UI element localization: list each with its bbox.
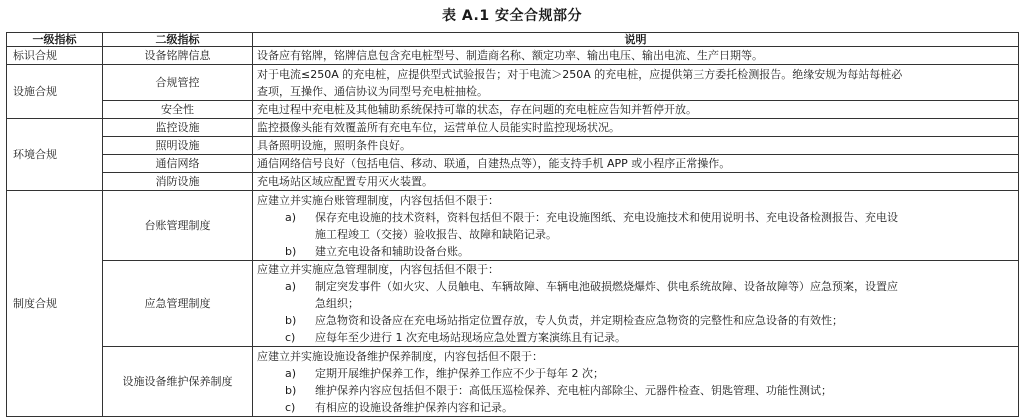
level1-cell: 设施合规 <box>7 65 103 119</box>
list-marker: a) <box>285 366 297 380</box>
list-marker: a) <box>285 210 297 224</box>
table-row <box>7 191 1019 261</box>
list-item <box>257 329 1014 346</box>
list-item-text: 应每年至少进行 1 次充电场站现场应急处置方案演练且有记录。 <box>315 331 626 344</box>
level1-cell: 标识合规 <box>7 47 103 65</box>
table-row <box>7 347 1019 417</box>
description-line: 对于电流≤250A 的充电桩，应提供型式试验报告；对于电流＞250A 的充电桩，应提供第三方委托检测报告。绝缘安规为每站每桩必 <box>257 67 903 81</box>
description-cell <box>253 65 1019 101</box>
list-item-text: 有相应的设施设备维护保养内容和记录。 <box>315 400 513 414</box>
table-row <box>7 47 1019 65</box>
description-cell <box>253 347 1019 417</box>
level2-cell: 安全性 <box>103 101 253 119</box>
list-item <box>257 312 1014 329</box>
list-item <box>257 365 1014 382</box>
list-item-text: 定期开展维护保养工作，维护保养工作应不少于每年 2 次； <box>315 366 604 380</box>
list-marker: b) <box>285 383 297 397</box>
level1-cell: 环境合规 <box>7 119 103 191</box>
description-cell: 充电场站区域应配置专用灭火装置。 <box>253 173 1019 191</box>
description-line: 查项，互操作、通信协议为同型号充电桩抽检。 <box>257 84 488 98</box>
level2-cell: 消防设施 <box>103 173 253 191</box>
level1-cell: 制度合规 <box>7 191 103 417</box>
header-row <box>7 33 1019 47</box>
compliance-table <box>6 32 1019 417</box>
table-row <box>7 101 1019 119</box>
level2-cell: 合规管控 <box>103 65 253 101</box>
level2-cell: 通信网络 <box>103 155 253 173</box>
level2-cell: 设施设备维护保养制度 <box>103 347 253 417</box>
list-item <box>257 243 1014 260</box>
list-item-text: 建立充电设备和辅助设备台账。 <box>315 244 469 258</box>
list-item-text: 制定突发事件（如火灾、人员触电、车辆故障、车辆电池破损燃烧爆炸、供电系统故障、设备故障等）应急预案，设置应 <box>315 280 898 293</box>
list-item-text: 应急物资和设备应在充电场站指定位置存放，专人负责，并定期检查应急物资的完整性和应急设备的有效性； <box>315 314 843 327</box>
description-cell: 具备照明设施，照明条件良好。 <box>253 137 1019 155</box>
list-item <box>257 209 1014 226</box>
table-row <box>7 173 1019 191</box>
description-intro: 应建立并实施设施设备维护保养制度，内容包括但不限于： <box>257 349 543 363</box>
list-item-text: 保存充电设施的技术资料，资料包括但不限于：充电设施图纸、充电设施技术和使用说明书、充电设备检测报告、充电设 <box>315 210 898 224</box>
description-intro: 应建立并实施应急管理制度，内容包括但不限于： <box>257 263 499 276</box>
header-level1: 一级指标 <box>7 33 103 47</box>
list-item-continuation: 施工程竣工（交接）验收报告、故障和缺陷记录。 <box>315 227 557 241</box>
description-cell <box>253 261 1019 347</box>
description-cell: 设备应有铭牌，铭牌信息包含充电桩型号、制造商名称、额定功率、输出电压、输出电流、生产日期等。 <box>253 47 1019 65</box>
list-marker: a) <box>285 280 297 293</box>
list-marker: c) <box>285 331 296 344</box>
description-cell: 充电过程中充电桩及其他辅助系统保持可靠的状态，存在问题的充电桩应告知并暂停开放。 <box>253 101 1019 119</box>
table-row <box>7 137 1019 155</box>
header-level2: 二级指标 <box>103 33 253 47</box>
level2-cell: 照明设施 <box>103 137 253 155</box>
description-cell <box>253 191 1019 261</box>
table-caption: 表 A.1 安全合规部分 <box>442 8 582 24</box>
description-cell: 通信网络信号良好（包括电信、移动、联通，自建热点等），能支持手机 APP 或小程序正常操作。 <box>253 155 1019 173</box>
list-item-continuation: 急组织； <box>315 297 359 310</box>
table-row <box>7 65 1019 101</box>
list-item-text: 维护保养内容应包括但不限于：高低压巡检保养、充电桩内部除尘、元器件检查、钥匙管理、功能性测试； <box>315 383 832 397</box>
table-row <box>7 155 1019 173</box>
list-marker: b) <box>285 244 297 258</box>
list-marker: b) <box>285 314 297 327</box>
list-item <box>257 278 1014 295</box>
description-cell: 监控摄像头能有效覆盖所有充电车位，运营单位人员能实时监控现场状况。 <box>253 119 1019 137</box>
table-row <box>7 119 1019 137</box>
list-marker: c) <box>285 400 296 414</box>
level2-cell: 监控设施 <box>103 119 253 137</box>
level2-cell: 应急管理制度 <box>103 261 253 347</box>
description-intro: 应建立并实施台账管理制度，内容包括但不限于： <box>257 193 499 207</box>
list-item <box>257 382 1014 399</box>
level2-cell: 台账管理制度 <box>103 191 253 261</box>
header-description: 说明 <box>253 33 1019 47</box>
level2-cell: 设备铭牌信息 <box>103 47 253 65</box>
table-row <box>7 261 1019 347</box>
